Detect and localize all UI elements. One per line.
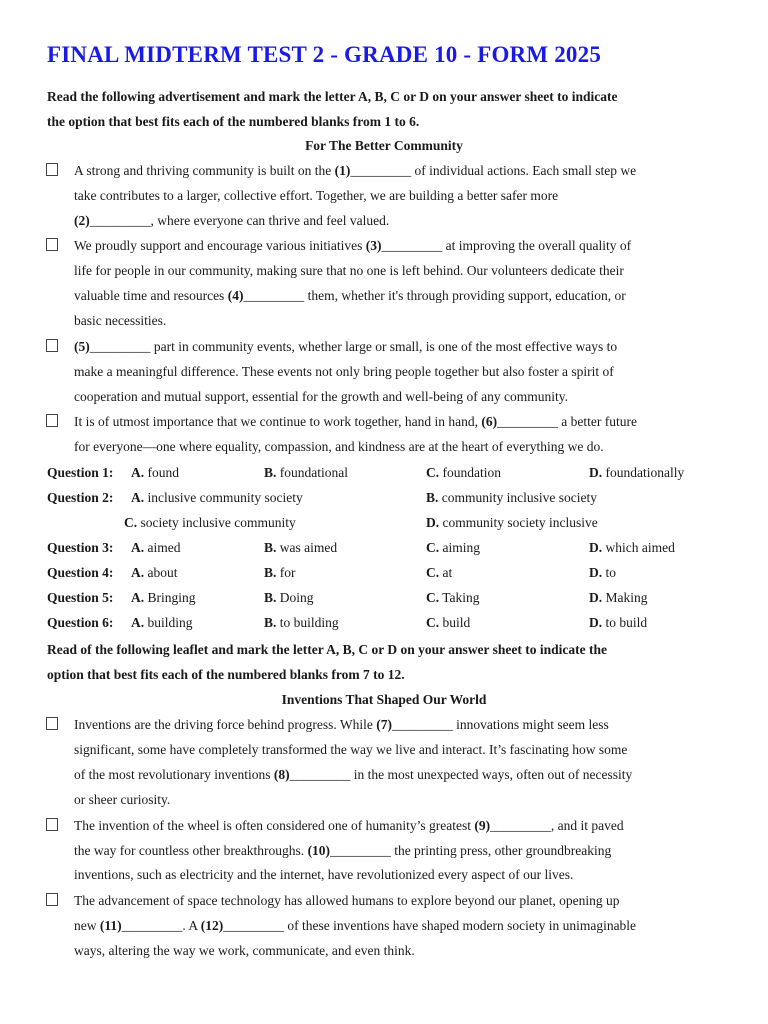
option-letter: B. (264, 465, 277, 480)
option-text: foundationally (602, 465, 685, 480)
answer-option-a[interactable] (131, 540, 181, 556)
option-text: to build (602, 615, 648, 630)
option-text: community inclusive society (438, 490, 597, 505)
passage-text: _________ of these inventions have shaped modern society in unimaginable (223, 918, 637, 933)
option-text: inclusive community society (144, 490, 303, 505)
answer-option-d[interactable] (589, 590, 648, 606)
question-label: Question 2: (47, 490, 114, 505)
option-text: which aimed (602, 540, 675, 555)
passage-text: basic necessities. (74, 313, 167, 328)
passage-text: take contributes to a larger, collective effort. Together, we are building a better safer more (74, 188, 559, 203)
option-text: was aimed (276, 540, 338, 555)
bullet-icon (46, 163, 58, 176)
passage-text: _________ them, whether it's through providing support, education, or (243, 288, 626, 303)
passage-text: new (74, 918, 100, 933)
option-letter: D. (589, 590, 603, 605)
blank-number: (3) (365, 238, 382, 253)
section2-instruction-line2: option that best fits each of the numbered blanks from 7 to 12. (47, 667, 405, 682)
passage-line (74, 212, 389, 230)
answer-option-c[interactable] (426, 590, 480, 606)
question-label: Question 3: (47, 540, 114, 555)
option-letter: C. (426, 590, 440, 605)
answer-option-d[interactable] (426, 515, 598, 531)
passage-text: _________. A (121, 918, 201, 933)
passage-text: cooperation and mutual support, essential for the growth and well-being of any community. (74, 389, 569, 404)
blank-number: (1) (334, 163, 351, 178)
passage-line (74, 741, 627, 759)
passage-text: _________ of individual actions. Each small step we (350, 163, 637, 178)
passage-line (74, 766, 632, 784)
option-text: building (144, 615, 193, 630)
passage-line (74, 817, 624, 835)
option-letter: A. (131, 490, 145, 505)
passage-line (74, 187, 558, 205)
option-text: foundational (276, 465, 348, 480)
option-letter: A. (131, 590, 145, 605)
passage-text: ways, altering the way we work, communicate, and even think. (74, 943, 415, 958)
passage-text: _________ the printing press, other groundbreaking (330, 843, 612, 858)
option-text: society inclusive community (137, 515, 296, 530)
passage-text: Inventions are the driving force behind progress. While (74, 717, 377, 732)
section2-heading: Inventions That Shaped Our World (281, 692, 487, 707)
passage-line (74, 791, 170, 809)
passage-text: _________ part in community events, whether large or small, is one of the most effective ways to (89, 339, 618, 354)
answer-option-a[interactable] (131, 590, 196, 606)
option-text: to (602, 565, 617, 580)
option-letter: A. (131, 565, 145, 580)
passage-text: It is of utmost importance that we continue to work together, hand in hand, (74, 414, 482, 429)
bullet-icon (46, 339, 58, 352)
blank-number: (6) (481, 414, 498, 429)
passage-text: or sheer curiosity. (74, 792, 171, 807)
option-text: for (276, 565, 296, 580)
answer-option-c[interactable] (426, 615, 470, 631)
answer-option-c[interactable] (426, 465, 501, 481)
option-text: Taking (439, 590, 480, 605)
option-letter: B. (264, 565, 277, 580)
passage-text: make a meaningful difference. These events not only bring people together but also foster a spirit of (74, 364, 614, 379)
blank-number: (10) (307, 843, 331, 858)
option-text: community society inclusive (439, 515, 598, 530)
bullet-icon (46, 238, 58, 251)
bullet-icon (46, 893, 58, 906)
section1-instruction-line1: Read the following advertisement and mark the letter A, B, C or D on your answer sheet to indicate (47, 89, 618, 104)
option-text: Bringing (144, 590, 196, 605)
option-letter: A. (131, 615, 145, 630)
question-label: Question 4: (47, 565, 114, 580)
section1-heading: For The Better Community (305, 138, 463, 153)
passage-text: A strong and thriving community is built on the (74, 163, 335, 178)
answer-option-c[interactable] (124, 515, 296, 531)
option-letter: B. (426, 490, 439, 505)
passage-line (74, 892, 619, 910)
answer-option-c[interactable] (426, 565, 452, 581)
passage-text: of the most revolutionary inventions (74, 767, 274, 782)
answer-option-a[interactable] (131, 465, 179, 481)
passage-line (74, 388, 568, 406)
option-letter: D. (589, 465, 603, 480)
answer-option-b[interactable] (264, 465, 348, 481)
passage-text: for everyone—one where equality, compassion, and kindness are at the heart of everything we do. (74, 439, 604, 454)
answer-option-b[interactable] (264, 615, 339, 631)
option-letter: C. (426, 540, 440, 555)
option-text: about (144, 565, 178, 580)
blank-number: (12) (200, 918, 224, 933)
answer-option-b[interactable] (264, 565, 296, 581)
option-letter: D. (589, 540, 603, 555)
answer-option-d[interactable] (589, 615, 647, 631)
blank-number: (9) (474, 818, 491, 833)
passage-line (74, 262, 624, 280)
option-text: foundation (439, 465, 501, 480)
answer-option-a[interactable] (131, 615, 193, 631)
passage-text: valuable time and resources (74, 288, 228, 303)
passage-line (74, 917, 636, 935)
option-letter: D. (589, 565, 603, 580)
blank-number: (4) (227, 288, 244, 303)
bullet-icon (46, 818, 58, 831)
blank-number: (11) (99, 918, 122, 933)
option-letter: C. (124, 515, 138, 530)
passage-line (74, 866, 573, 884)
blank-number: (7) (376, 717, 393, 732)
option-text: aimed (144, 540, 181, 555)
answer-option-d[interactable] (589, 565, 616, 581)
passage-line (74, 237, 631, 255)
option-letter: A. (131, 465, 145, 480)
option-text: Making (602, 590, 648, 605)
passage-text: significant, some have completely transformed the way we live and interact. It’s fascinating how some (74, 742, 628, 757)
option-letter: A. (131, 540, 145, 555)
passage-line (74, 842, 611, 860)
passage-text: We proudly support and encourage various initiatives (74, 238, 366, 253)
option-letter: B. (264, 590, 277, 605)
question-label: Question 1: (47, 465, 114, 480)
page-title: FINAL MIDTERM TEST 2 - GRADE 10 - FORM 2025 (47, 42, 602, 67)
passage-line (74, 338, 617, 356)
option-letter: B. (264, 615, 277, 630)
passage-text: life for people in our community, making sure that no one is left behind. Our volunteers dedicate their (74, 263, 624, 278)
option-text: Doing (276, 590, 314, 605)
passage-line (74, 716, 609, 734)
blank-number: (8) (273, 767, 290, 782)
question-label: Question 5: (47, 590, 114, 605)
answer-option-d[interactable] (589, 540, 675, 556)
bullet-icon (46, 414, 58, 427)
passage-text: The advancement of space technology has allowed humans to explore beyond our planet, opening up (74, 893, 620, 908)
option-letter: C. (426, 465, 440, 480)
passage-line (74, 287, 626, 305)
passage-text: _________ in the most unexpected ways, often out of necessity (289, 767, 633, 782)
answer-option-c[interactable] (426, 540, 480, 556)
passage-line (74, 413, 637, 431)
answer-option-b[interactable] (426, 490, 597, 506)
option-letter: C. (426, 615, 440, 630)
passage-text: The invention of the wheel is often considered one of humanity’s greatest (74, 818, 475, 833)
passage-line (74, 942, 415, 960)
bullet-icon (46, 717, 58, 730)
passage-text: the way for countless other breakthroughs. (74, 843, 308, 858)
option-text: aiming (439, 540, 480, 555)
blank-number: (2) (74, 213, 90, 228)
option-letter: B. (264, 540, 277, 555)
passage-line (74, 162, 636, 180)
passage-text: _________, and it paved (490, 818, 624, 833)
option-text: to building (276, 615, 339, 630)
section1-instruction-line2: the option that best fits each of the numbered blanks from 1 to 6. (47, 114, 420, 129)
passage-line (74, 438, 604, 456)
option-text: at (439, 565, 453, 580)
passage-text: _________ at improving the overall quality of (381, 238, 632, 253)
option-text: build (439, 615, 471, 630)
passage-text: _________ innovations might seem less (392, 717, 609, 732)
blank-number: (5) (74, 339, 90, 354)
answer-option-b[interactable] (264, 540, 337, 556)
option-text: found (144, 465, 179, 480)
section2-instruction-line1: Read of the following leaflet and mark the letter A, B, C or D on your answer sheet to indicate the (47, 642, 607, 657)
option-letter: C. (426, 565, 440, 580)
passage-text: _________ a better future (497, 414, 637, 429)
answer-option-d[interactable] (589, 465, 684, 481)
passage-line (74, 312, 166, 330)
question-label: Question 6: (47, 615, 114, 630)
answer-option-a[interactable] (131, 490, 303, 506)
option-letter: D. (589, 615, 603, 630)
passage-line (74, 363, 614, 381)
option-letter: D. (426, 515, 440, 530)
answer-option-a[interactable] (131, 565, 178, 581)
passage-text: inventions, such as electricity and the internet, have revolutionized every aspect of our lives. (74, 867, 574, 882)
answer-option-b[interactable] (264, 590, 314, 606)
passage-text: _________, where everyone can thrive and feel valued. (89, 213, 390, 228)
